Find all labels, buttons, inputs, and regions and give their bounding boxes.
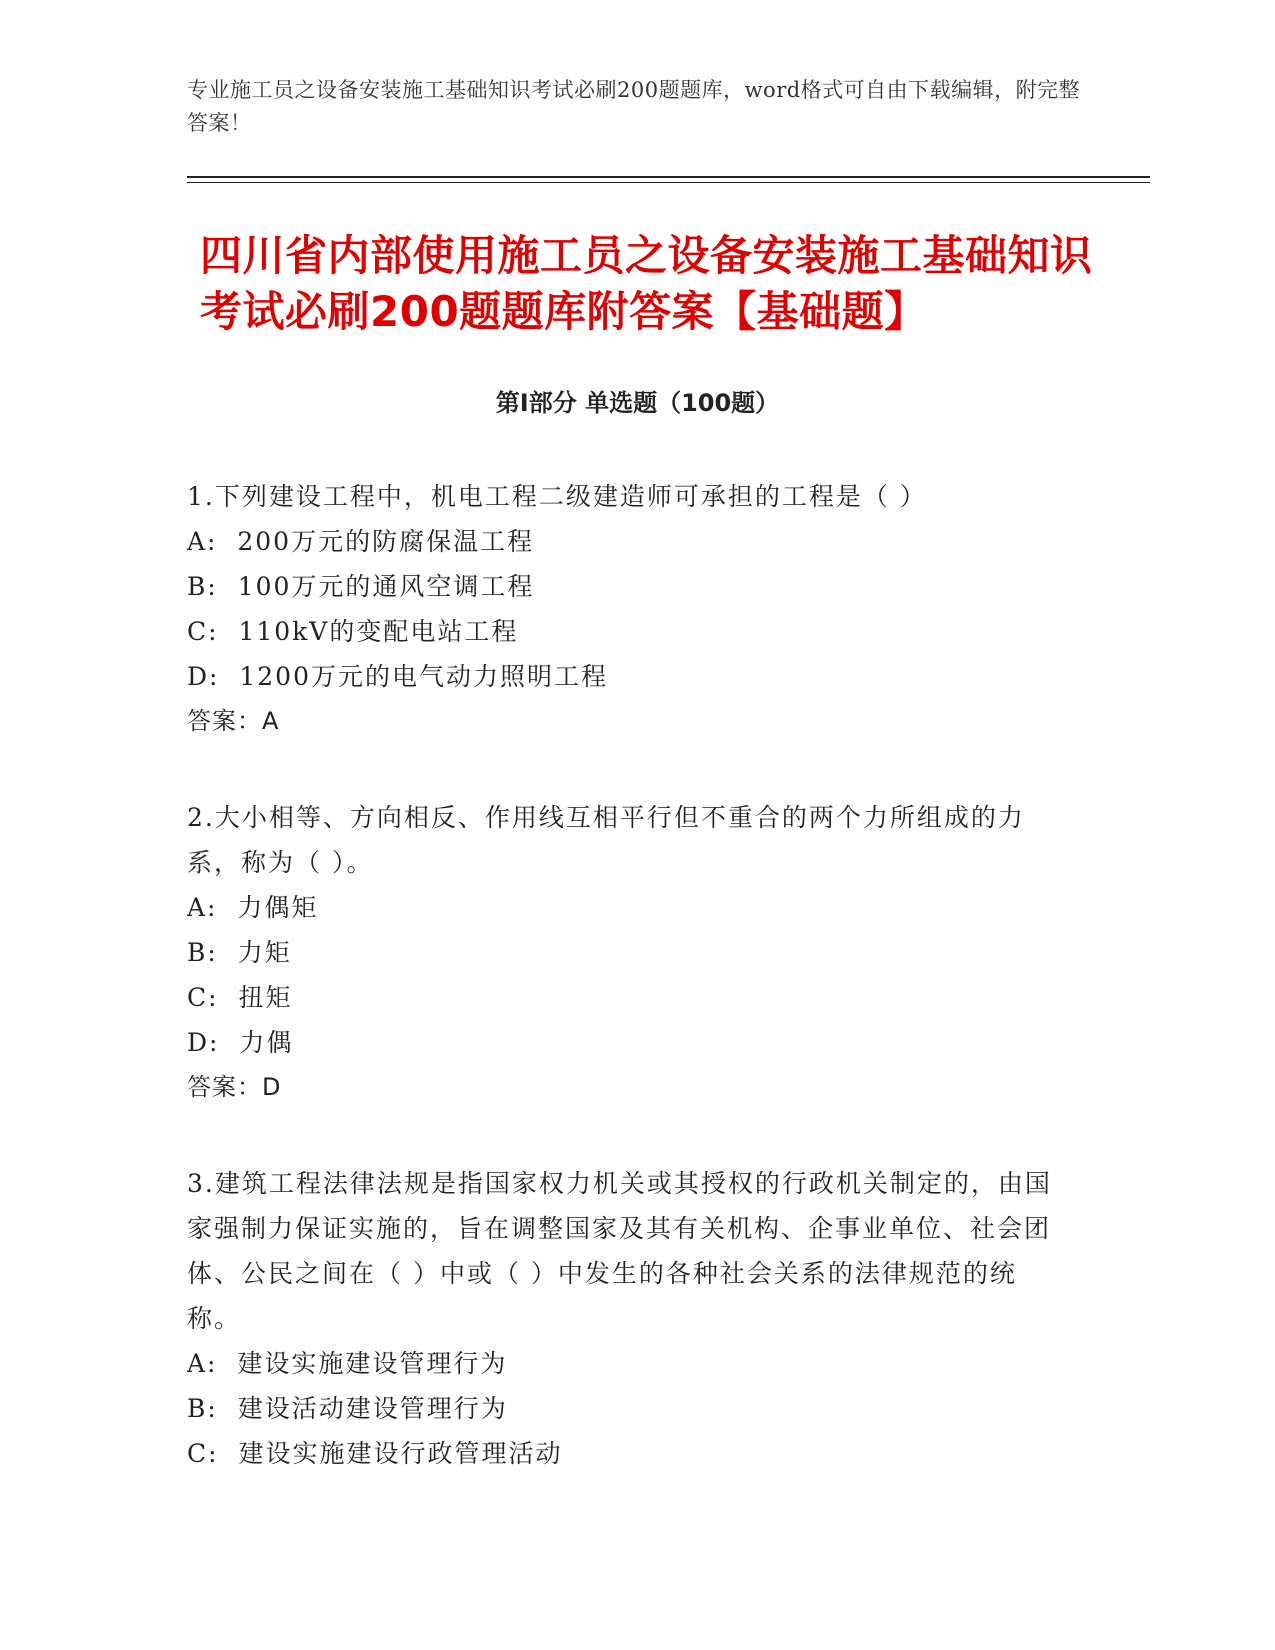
document-title: 四川省内部使用施工员之设备安装施工基础知识考试必刷200题题库附答案【基础题】 xyxy=(200,231,1093,336)
header-divider-thick xyxy=(187,176,1150,178)
question-list xyxy=(187,474,1067,1527)
answer: 答案：A xyxy=(187,707,280,735)
section-title: 第Ⅰ部分 单选题（100题） xyxy=(495,389,780,417)
option-b: B: 建设活动建设管理行为 xyxy=(187,1394,508,1423)
question-stem: 2.大小相等、方向相反、作用线互相平行但不重合的两个力所组成的力系，称为（ ）。 xyxy=(187,803,1025,877)
option-a: A: 200万元的防腐保温工程 xyxy=(187,527,535,556)
option-c: C: 扭矩 xyxy=(187,983,293,1012)
question-2 xyxy=(187,795,1067,1110)
question-3 xyxy=(187,1161,1067,1476)
option-d: D: 力偶 xyxy=(187,1028,294,1057)
option-b: B: 100万元的通风空调工程 xyxy=(187,572,535,601)
option-c: C: 110kV的变配电站工程 xyxy=(187,617,519,646)
question-stem: 3.建筑工程法律法规是指国家权力机关或其授权的行政机关制定的，由国家强制力保证实施的，旨在调整国家及其有关机构、企事业单位、社会团体、公民之间在（ ）中或（ ）中发生的各种社会关系的法律规范的统称。 xyxy=(187,1169,1052,1333)
question-1 xyxy=(187,474,1067,744)
option-a: A: 力偶矩 xyxy=(187,893,319,922)
option-d: D: 1200万元的电气动力照明工程 xyxy=(187,662,608,691)
option-a: A: 建设实施建设管理行为 xyxy=(187,1349,508,1378)
header-note: 专业施工员之设备安装施工基础知识考试必刷200题题库，word格式可自由下载编辑，附完整答案！ xyxy=(187,78,1081,135)
option-c: C: 建设实施建设行政管理活动 xyxy=(187,1439,563,1468)
header-divider-thin xyxy=(187,182,1150,183)
answer: 答案：D xyxy=(187,1073,282,1101)
question-stem: 1.下列建设工程中，机电工程二级建造师可承担的工程是（ ） xyxy=(187,482,927,511)
option-b: B: 力矩 xyxy=(187,938,292,967)
